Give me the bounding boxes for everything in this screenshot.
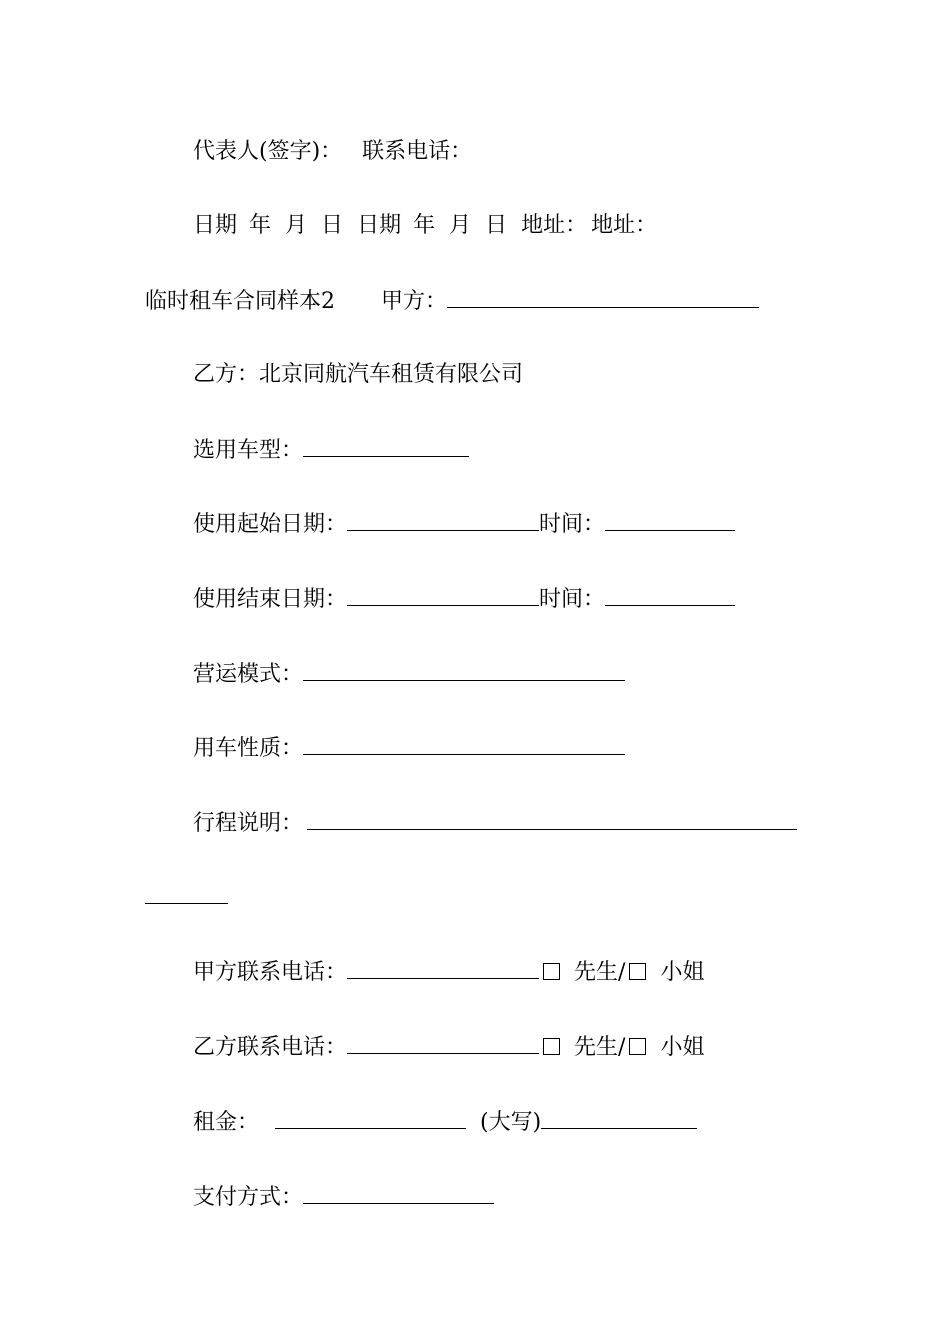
operation-mode-label: 营运模式： (193, 662, 304, 687)
itinerary-blank (307, 807, 797, 830)
operation-mode-blank (303, 658, 625, 681)
mr-label-b: 先生/ (574, 1035, 626, 1060)
checkbox-mr-b[interactable] (543, 1038, 560, 1055)
end-date-label: 使用结束日期： (193, 587, 348, 612)
year-label-2: 年 (413, 213, 436, 238)
rent-label: 租金： (193, 1110, 260, 1135)
rent-uppercase-label: (大写) (480, 1110, 542, 1135)
start-date-line (193, 508, 735, 540)
rent-line (193, 1106, 697, 1138)
ms-label-b: 小姐 (660, 1035, 705, 1060)
party-b-phone-blank (347, 1031, 539, 1054)
usage-nature-line (193, 732, 625, 764)
operation-mode-line (193, 658, 625, 690)
date-label-1: 日期 (193, 213, 238, 238)
end-date-line (193, 583, 735, 615)
party-a-phone-blank (347, 956, 539, 979)
date-address-line (193, 211, 657, 241)
party-a-label: 甲方： (381, 289, 448, 314)
ms-label-a: 小姐 (660, 960, 705, 985)
end-time-label: 时间： (539, 587, 606, 612)
payment-line (193, 1181, 494, 1213)
rent-uppercase-blank (541, 1106, 697, 1129)
party-a-phone-line (193, 956, 704, 988)
address-label-2: 地址： (591, 213, 658, 238)
car-model-label: 选用车型： (193, 438, 304, 463)
start-time-blank (605, 508, 735, 531)
year-label-1: 年 (249, 213, 272, 238)
party-b-phone-line (193, 1031, 704, 1063)
month-label-1: 月 (285, 213, 308, 238)
start-date-blank (347, 508, 539, 531)
representative-label: 代表人(签字)： (193, 139, 343, 164)
usage-nature-blank (303, 732, 625, 755)
party-b-phone-label: 乙方联系电话： (193, 1035, 348, 1060)
itinerary-line (193, 807, 797, 839)
usage-nature-label: 用车性质： (193, 736, 304, 761)
rent-amount-blank (275, 1106, 466, 1129)
payment-blank (303, 1181, 494, 1204)
checkbox-ms-a[interactable] (629, 963, 646, 980)
start-date-label: 使用起始日期： (193, 512, 348, 537)
car-model-line (193, 434, 469, 466)
party-a-phone-label: 甲方联系电话： (193, 960, 348, 985)
day-label-1: 日 (321, 213, 344, 238)
contact-phone-label: 联系电话： (362, 139, 473, 164)
party-b-line (193, 360, 523, 390)
start-time-label: 时间： (539, 512, 606, 537)
contract-title-line (145, 285, 759, 317)
end-date-blank (347, 583, 539, 606)
checkbox-mr-a[interactable] (543, 963, 560, 980)
itinerary-continuation-blank (145, 881, 228, 904)
party-a-blank (447, 285, 759, 308)
day-label-2: 日 (485, 213, 508, 238)
party-b-label: 乙方：北京同航汽车租赁有限公司 (193, 362, 524, 387)
month-label-2: 月 (449, 213, 472, 238)
checkbox-ms-b[interactable] (629, 1038, 646, 1055)
document-title: 临时租车合同样本2 (145, 289, 335, 314)
date-label-2: 日期 (357, 213, 402, 238)
itinerary-continuation-line (145, 881, 228, 913)
signature-line (193, 137, 472, 167)
end-time-blank (605, 583, 735, 606)
itinerary-label: 行程说明： (193, 811, 304, 836)
car-model-blank (303, 434, 469, 457)
mr-label-a: 先生/ (574, 960, 626, 985)
payment-label: 支付方式： (193, 1185, 304, 1210)
address-label-1: 地址： (521, 213, 588, 238)
